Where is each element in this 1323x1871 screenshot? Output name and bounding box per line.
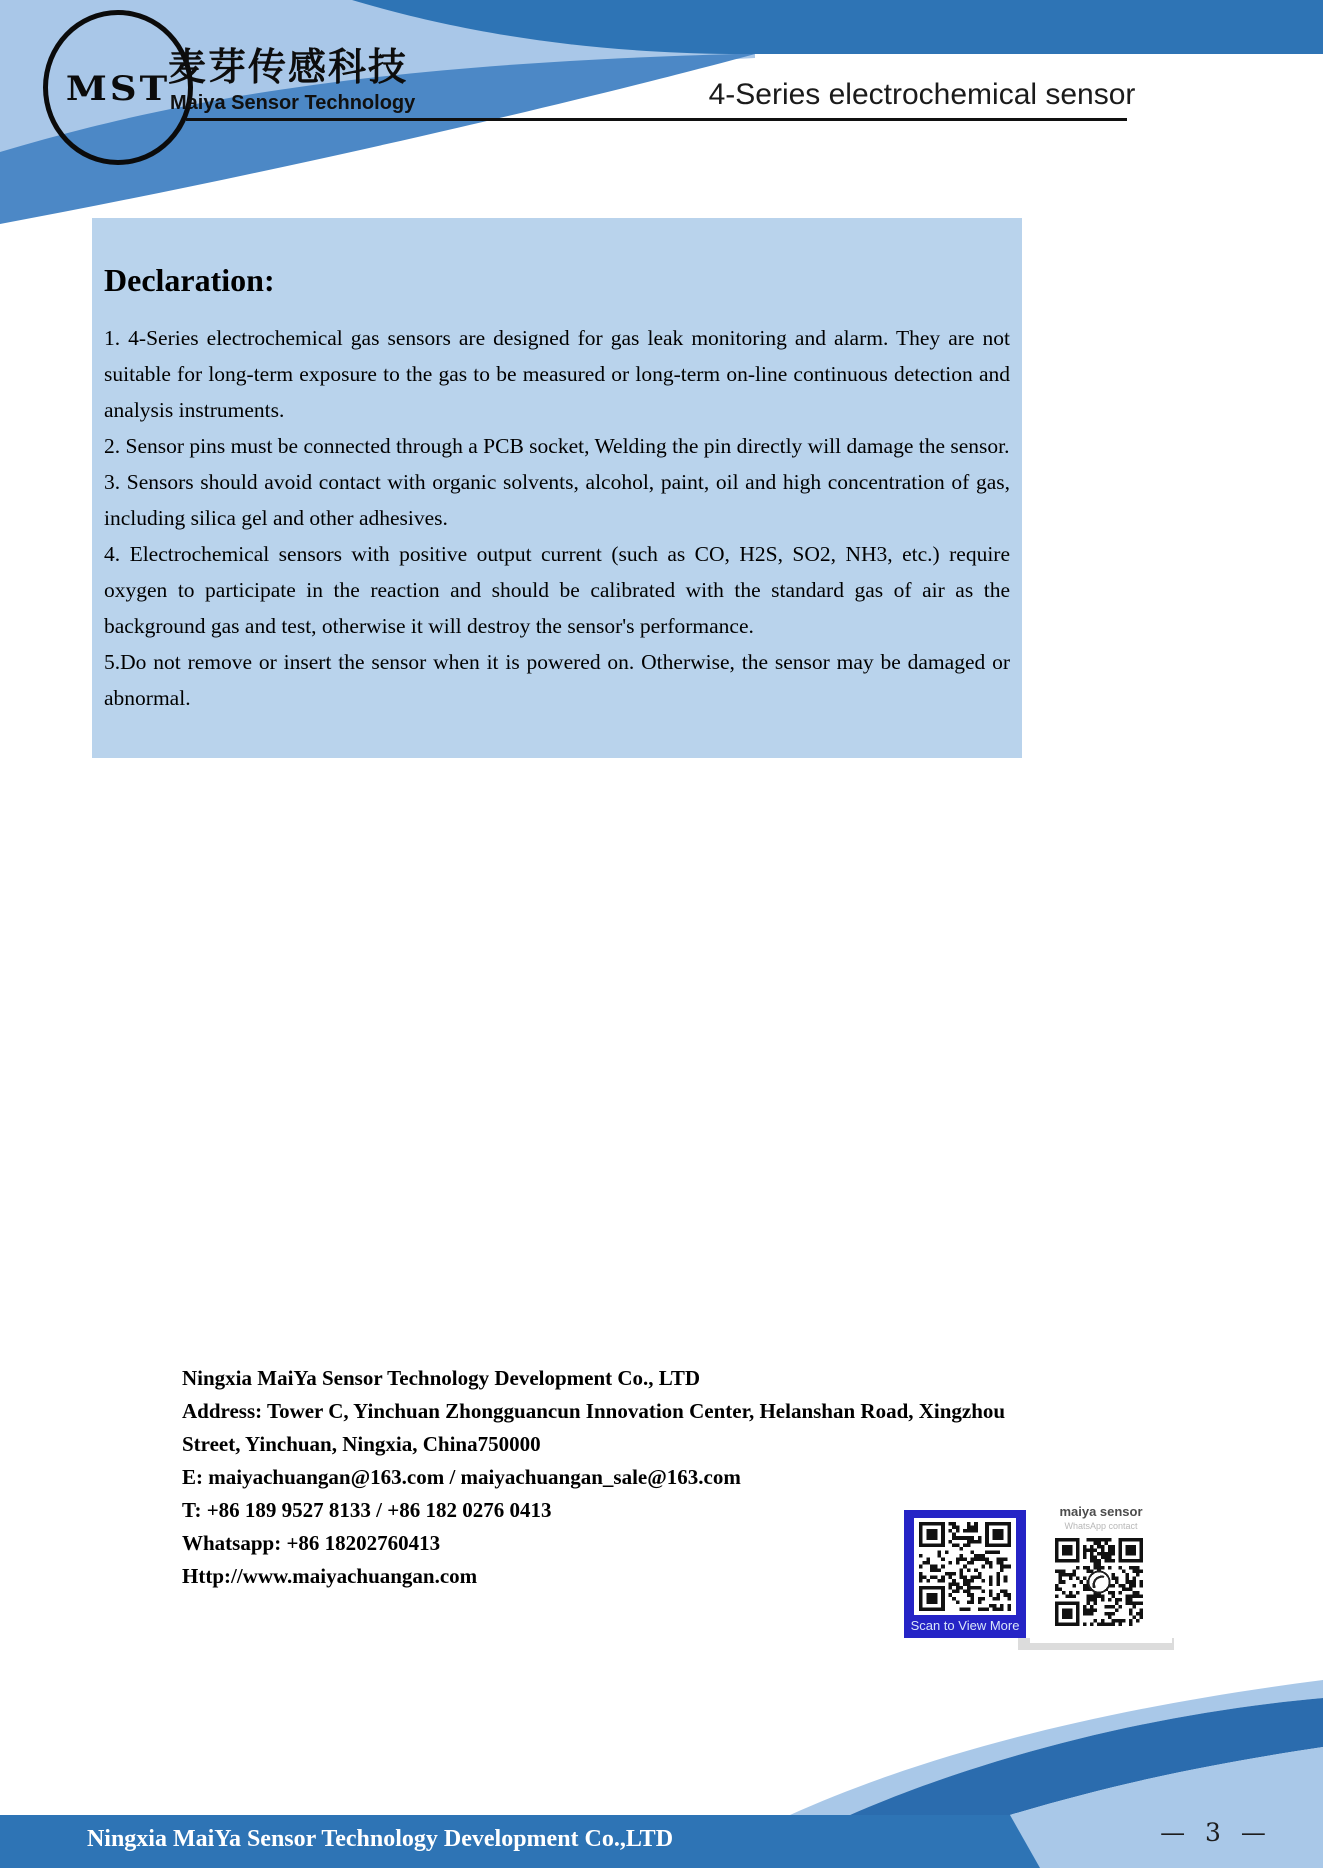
declaration-item: 5.Do not remove or insert the sensor when it is powered on. Otherwise, the sensor may be damaged or abnormal. — [104, 650, 1010, 710]
declaration-heading: Declaration: — [104, 262, 275, 298]
declaration-item: 2. Sensor pins must be connected through a PCB socket, Welding the pin directly will damage the sensor. — [104, 434, 1010, 458]
qr-scan-image — [914, 1518, 1016, 1615]
declaration-item: 4. Electrochemical sensors with positive output current (such as CO, H2S, SO2, NH3, etc.) require oxygen to participate in the reaction and should be calibrated with the standard gas of air as the background gas and test, otherwise it will destroy the sensor's performance. — [104, 542, 1010, 638]
contact-email: E: maiyachuangan@163.com / maiyachuangan_sale@163.com — [182, 1465, 741, 1489]
footer-company: Ningxia MaiYa Sensor Technology Development Co.,LTD — [86, 1826, 674, 1852]
whatsapp-phone-icon — [1088, 1571, 1109, 1592]
declaration-item: 1. 4-Series electrochemical gas sensors are designed for gas leak monitoring and alarm. They are not suitable for long-term exposure to the gas to be measured or long-term on-line continuous detection and analysis instruments. — [104, 326, 1010, 422]
contact-block — [182, 1362, 1006, 1593]
header-underline — [186, 118, 1127, 121]
brand-name-en: Maiya Sensor Technology — [170, 92, 416, 114]
doc-title: 4-Series electrochemical sensor — [708, 78, 1136, 111]
contact-address-1: Address: Tower C, Yinchuan Zhongguancun Innovation Center, Helanshan Road, Xingzhou — [182, 1399, 1006, 1423]
page-number: — 3 — — [1160, 1818, 1266, 1847]
contact-whatsapp: Whatsapp: +86 18202760413 — [182, 1531, 441, 1555]
contact-company: Ningxia MaiYa Sensor Technology Development Co., LTD — [182, 1366, 701, 1390]
qr-whatsapp-subtitle: WhatsApp contact — [1064, 1521, 1138, 1531]
qr-code-scan — [919, 1522, 1011, 1611]
contact-website: Http://www.maiyachuangan.com — [182, 1564, 478, 1588]
declaration-panel — [92, 218, 1022, 758]
brand-name-cn: 麦芽传感科技 — [168, 47, 409, 89]
qr-scan-label: Scan to View More — [910, 1618, 1020, 1633]
declaration-item: 3. Sensors should avoid contact with organic solvents, alcohol, paint, oil and high concentration of gas, including silica gel and other adhesives. — [104, 470, 1010, 530]
mst-logo-text: MST — [65, 67, 171, 108]
qr-whatsapp-title: maiya sensor — [1059, 1504, 1143, 1519]
declaration-body — [104, 320, 1010, 716]
contact-address-2: Street, Yinchuan, Ningxia, China750000 — [182, 1432, 541, 1456]
contact-phone: T: +86 189 9527 8133 / +86 182 0276 0413 — [182, 1498, 552, 1522]
